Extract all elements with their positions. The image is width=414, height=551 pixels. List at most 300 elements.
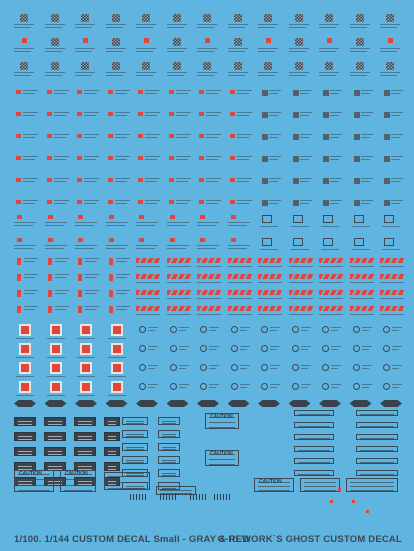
arrow-plate-icon [45, 400, 67, 407]
square-mark-icon [17, 238, 22, 242]
square-mark-icon [108, 200, 113, 204]
chevron-stripe [197, 306, 221, 311]
target-diamond-icon [50, 324, 62, 336]
decal-text-line [300, 112, 312, 113]
decal-text-line [206, 115, 218, 116]
checker-mark-icon [386, 14, 394, 22]
decal-text-line [136, 248, 155, 249]
decal-text-line [209, 346, 219, 347]
square-mark-icon [199, 134, 204, 138]
target-diamond-icon [111, 362, 123, 374]
decal-text-line [179, 365, 189, 366]
decal-text-line [167, 282, 191, 283]
chevron-stripe [167, 306, 191, 311]
decal-text-line [362, 349, 369, 350]
decal-text-line [300, 178, 312, 179]
decal-text-line [258, 24, 278, 25]
square-mark-icon [47, 90, 52, 94]
decal-text-line [258, 72, 278, 73]
chevron-stripe [319, 290, 343, 295]
decal-text-line [84, 137, 96, 138]
plate-text-line [108, 454, 116, 455]
decal-text-line [391, 156, 403, 157]
checker-mark-icon [264, 62, 272, 70]
decal-text-line [84, 203, 96, 204]
decal-text-line [206, 112, 221, 113]
decal-text-line [380, 75, 397, 76]
decal-text-line [116, 274, 130, 275]
decal-text-line [115, 203, 127, 204]
decal-text-line [116, 309, 127, 310]
square-mark-icon [354, 156, 360, 162]
arrow-plate-icon [14, 400, 36, 407]
decal-text-line [84, 156, 99, 157]
caution-heading: CAUTION [210, 414, 233, 420]
checker-mark-icon [51, 38, 59, 46]
square-mark-icon [293, 112, 299, 118]
decal-text-line [136, 245, 158, 246]
decal-text-line [75, 48, 95, 49]
square-mark-icon [352, 500, 355, 503]
plate-text-line [108, 488, 146, 489]
square-mark-icon [169, 200, 174, 204]
decal-text-line [24, 277, 35, 278]
caution-plate [158, 430, 180, 438]
decal-text-line [55, 293, 66, 294]
decal-text-line [167, 222, 189, 223]
square-mark-icon [323, 134, 329, 140]
square-mark-icon [17, 215, 22, 219]
plate-text-line [304, 486, 336, 487]
square-mark-icon [47, 178, 52, 182]
decal-text-line [115, 181, 127, 182]
decal-text-line [391, 200, 403, 201]
caution-plate [14, 417, 36, 426]
decal-text-line [361, 90, 373, 91]
chevron-stripe [380, 274, 404, 279]
plate-text-line [126, 436, 144, 437]
decal-text-line [16, 376, 34, 377]
decal-text-line [85, 261, 96, 262]
decal-text-line [237, 203, 249, 204]
decal-text-line [77, 338, 95, 339]
decal-text-line [197, 27, 214, 28]
decal-text-line [209, 384, 219, 385]
decal-text-line [197, 51, 214, 52]
decal-text-line [85, 309, 96, 310]
plate-text-line [162, 421, 176, 422]
decal-text-line [269, 93, 278, 94]
square-mark-icon [77, 112, 82, 116]
decal-text-line [148, 346, 158, 347]
square-mark-icon [323, 200, 329, 206]
caution-plate [158, 417, 180, 425]
decal-text-line [75, 75, 92, 76]
arrow-plate-icon [289, 400, 311, 407]
decal-text-line [330, 137, 339, 138]
arrow-plate-icon [106, 400, 128, 407]
circle-mark-icon [139, 364, 146, 371]
plate-text-line [350, 482, 394, 483]
plate-text-line [78, 439, 92, 440]
plate-text-line [162, 460, 176, 461]
decal-text-line [289, 24, 309, 25]
decal-text-line [330, 181, 339, 182]
plate-text-line [258, 490, 290, 491]
plate-text-line [162, 473, 176, 474]
decal-text-line [197, 266, 221, 267]
decal-text-line [55, 258, 69, 259]
decal-text-line [289, 266, 313, 267]
decal-text-line [45, 51, 62, 52]
decal-text-line [380, 314, 404, 315]
decal-text-line [228, 248, 247, 249]
decal-text-line [167, 248, 186, 249]
target-diamond-icon [19, 362, 31, 374]
decal-text-line [106, 222, 128, 223]
checker-mark-icon [142, 14, 150, 22]
decal-text-line [228, 222, 250, 223]
plate-text-line [126, 421, 144, 422]
decal-text-line [350, 24, 370, 25]
decal-text-line [301, 387, 308, 388]
decal-text-line [116, 261, 127, 262]
decal-text-line [270, 387, 277, 388]
decal-text-line [197, 282, 221, 283]
plate-text-line [18, 454, 32, 455]
decal-text-line [176, 181, 188, 182]
decal-text-line [330, 178, 342, 179]
decal-text-line [23, 137, 35, 138]
plate-text-line [48, 424, 62, 425]
checker-mark-icon [234, 62, 242, 70]
decal-text-line [167, 51, 184, 52]
decal-text-line [106, 51, 123, 52]
decal-text-line [136, 24, 156, 25]
decal-text-line [361, 159, 370, 160]
circle-mark-icon [322, 345, 329, 352]
decal-text-line [269, 203, 278, 204]
chevron-stripe [167, 274, 191, 279]
decal-text-line [350, 51, 367, 52]
square-mark-icon [77, 156, 82, 160]
decal-text-line [197, 225, 216, 226]
square-mark-icon [200, 238, 205, 242]
decal-text-line [392, 387, 399, 388]
decal-text-line [380, 266, 404, 267]
decal-text-line [167, 75, 184, 76]
square-mark-icon [205, 38, 210, 43]
circle-mark-icon [139, 345, 146, 352]
decal-text-line [148, 327, 158, 328]
decal-text-line [240, 365, 250, 366]
decal-text-line [24, 258, 38, 259]
caution-strip [356, 458, 398, 464]
decal-text-line [116, 258, 130, 259]
square-mark-icon [169, 134, 174, 138]
decal-text-line [176, 112, 191, 113]
plate-text-line [78, 424, 92, 425]
decal-text-line [106, 48, 126, 49]
chevron-stripe [350, 306, 374, 311]
search-magnifier-icon [323, 238, 333, 246]
decal-text-line [115, 156, 130, 157]
decal-text-line [54, 181, 66, 182]
plate-text-line [108, 439, 116, 440]
decal-text-line [237, 159, 249, 160]
arrow-plate-icon [228, 400, 250, 407]
checker-mark-icon [81, 62, 89, 70]
search-magnifier-icon [384, 238, 394, 246]
plate-text-line [18, 451, 32, 452]
decal-text-line [24, 309, 35, 310]
decal-text-line [176, 156, 191, 157]
decal-text-line [209, 365, 219, 366]
decal-text-line [84, 134, 99, 135]
decal-text-line [330, 203, 339, 204]
decal-text-line [240, 327, 250, 328]
caution-plate [74, 447, 96, 456]
footer-right-title: G-REWORK`S GHOST CUSTOM DECAL [217, 534, 402, 545]
square-mark-icon [330, 500, 333, 503]
decal-text-line [176, 203, 188, 204]
plate-text-line [360, 450, 394, 451]
decal-text-line [14, 245, 36, 246]
plate-text-line [298, 438, 330, 439]
arrow-plate-icon [350, 400, 372, 407]
decal-text-line [45, 245, 67, 246]
decal-text-line [289, 72, 309, 73]
plate-text-line [78, 454, 92, 455]
decal-text-line [289, 282, 313, 283]
decal-text-line [54, 178, 69, 179]
decal-text-line [145, 115, 157, 116]
decal-text-line [176, 178, 191, 179]
plate-text-line [209, 427, 235, 428]
decal-text-line [361, 115, 370, 116]
decal-text-line [116, 290, 130, 291]
plate-text-line [48, 466, 62, 467]
square-mark-icon [109, 215, 114, 219]
square-mark-icon [323, 178, 329, 184]
plate-text-line [304, 490, 336, 491]
decal-text-line [361, 134, 373, 135]
decal-text-line [362, 387, 369, 388]
decal-text-line [321, 226, 339, 227]
decal-text-line [14, 225, 33, 226]
square-mark-icon [77, 90, 82, 94]
caution-box [300, 478, 340, 492]
circle-mark-icon [292, 364, 299, 371]
decal-text-line [197, 298, 221, 299]
target-diamond-icon [19, 381, 31, 393]
circle-mark-icon [231, 345, 238, 352]
plate-text-line [360, 438, 394, 439]
decal-text-line [228, 24, 248, 25]
plate-text-line [209, 422, 235, 423]
decal-text-line [350, 298, 374, 299]
caution-plate [14, 447, 36, 456]
target-diamond-icon [50, 381, 62, 393]
checker-mark-icon [356, 14, 364, 22]
decal-text-line [167, 298, 191, 299]
decal-text-line [45, 222, 67, 223]
decal-text-line [136, 298, 160, 299]
decal-text-line [330, 93, 339, 94]
decal-text-line [148, 387, 155, 388]
caution-strip [356, 470, 398, 476]
plate-text-line [360, 426, 394, 427]
decal-text-line [176, 115, 188, 116]
decal-text-line [289, 51, 306, 52]
decal-text-line [289, 48, 309, 49]
plate-text-line [258, 486, 290, 487]
decal-text-line [84, 178, 99, 179]
decal-text-line [350, 48, 370, 49]
decal-text-line [136, 314, 160, 315]
decal-text-line [291, 226, 309, 227]
square-mark-icon [230, 134, 235, 138]
decal-text-line [319, 266, 343, 267]
decal-text-line [362, 327, 372, 328]
circle-mark-icon [383, 364, 390, 371]
decal-text-line [24, 306, 38, 307]
decal-text-line [23, 203, 35, 204]
decal-text-line [300, 203, 309, 204]
decal-text-line [300, 200, 312, 201]
circle-mark-icon [200, 364, 207, 371]
square-mark-icon [170, 238, 175, 242]
plate-text-line [160, 490, 192, 491]
square-mark-icon [354, 90, 360, 96]
circle-mark-icon [292, 383, 299, 390]
square-mark-icon [323, 112, 329, 118]
decal-text-line [319, 51, 336, 52]
decal-text-line [361, 178, 373, 179]
decal-text-line [197, 48, 217, 49]
decal-text-line [45, 27, 62, 28]
checker-mark-icon [81, 14, 89, 22]
plate-text-line [64, 479, 92, 480]
decal-text-line [115, 178, 130, 179]
barcode-mark [130, 494, 148, 500]
chevron-stripe [319, 306, 343, 311]
caution-plate [14, 432, 36, 441]
decal-text-line [23, 115, 35, 116]
decal-text-line [228, 245, 250, 246]
decal-text-line [14, 248, 33, 249]
plate-text-line [108, 476, 146, 477]
decal-text-line [145, 156, 160, 157]
circle-mark-icon [383, 326, 390, 333]
square-mark-icon [169, 112, 174, 116]
decal-text-line [75, 72, 95, 73]
decal-text-line [391, 203, 400, 204]
caution-box [104, 472, 150, 490]
decal-text-line [55, 306, 69, 307]
decal-text-line [47, 395, 65, 396]
decal-text-line [16, 338, 34, 339]
caution-heading: CAUTION [65, 471, 88, 477]
decal-text-line [45, 248, 64, 249]
square-mark-icon [169, 90, 174, 94]
checker-mark-icon [234, 14, 242, 22]
plate-text-line [108, 466, 116, 467]
caution-strip [294, 470, 334, 476]
decal-text-line [300, 93, 309, 94]
decal-text-line [330, 115, 339, 116]
chevron-stripe [319, 274, 343, 279]
decal-text-line [145, 93, 157, 94]
plate-text-line [108, 424, 116, 425]
square-mark-icon [169, 156, 174, 160]
square-mark-icon [78, 215, 83, 219]
arrow-plate-icon [258, 400, 280, 407]
square-mark-icon [47, 134, 52, 138]
target-diamond-icon [80, 362, 92, 374]
decal-text-line [392, 346, 402, 347]
chevron-stripe [136, 290, 160, 295]
caution-strip [294, 410, 334, 416]
decal-text-line [115, 134, 130, 135]
decal-text-line [321, 249, 339, 250]
decal-text-line [206, 203, 218, 204]
target-diamond-icon [50, 343, 62, 355]
decal-text-line [291, 249, 309, 250]
decal-text-line [197, 222, 219, 223]
decal-text-line [23, 200, 38, 201]
decal-text-line [14, 24, 34, 25]
decal-text-line [148, 384, 158, 385]
decal-text-line [301, 365, 311, 366]
plate-text-line [162, 462, 176, 463]
decal-text-line [115, 93, 127, 94]
decal-text-line [258, 282, 282, 283]
square-mark-icon [293, 156, 299, 162]
decal-text-line [380, 27, 397, 28]
decal-text-line [352, 226, 370, 227]
decal-text-line [145, 137, 157, 138]
decal-text-line [391, 137, 400, 138]
square-mark-icon [48, 274, 52, 281]
decal-text-line [237, 137, 249, 138]
caution-strip [356, 422, 398, 428]
decal-text-line [260, 249, 278, 250]
caution-plate [104, 417, 120, 426]
chevron-stripe [258, 274, 282, 279]
caution-plate [122, 417, 148, 425]
caution-strip [294, 446, 334, 452]
checker-mark-icon [295, 62, 303, 70]
square-mark-icon [293, 90, 299, 96]
chevron-stripe [228, 290, 252, 295]
square-mark-icon [354, 178, 360, 184]
decal-text-line [75, 225, 94, 226]
square-mark-icon [138, 178, 143, 182]
circle-mark-icon [231, 326, 238, 333]
decal-text-line [75, 51, 92, 52]
decal-text-line [300, 115, 309, 116]
square-mark-icon [262, 90, 268, 96]
checker-mark-icon [356, 38, 364, 46]
checker-mark-icon [203, 62, 211, 70]
decal-text-line [391, 115, 400, 116]
decal-text-line [206, 137, 218, 138]
decal-text-line [240, 330, 247, 331]
chevron-stripe [350, 274, 374, 279]
decal-text-line [145, 112, 160, 113]
square-mark-icon [138, 112, 143, 116]
